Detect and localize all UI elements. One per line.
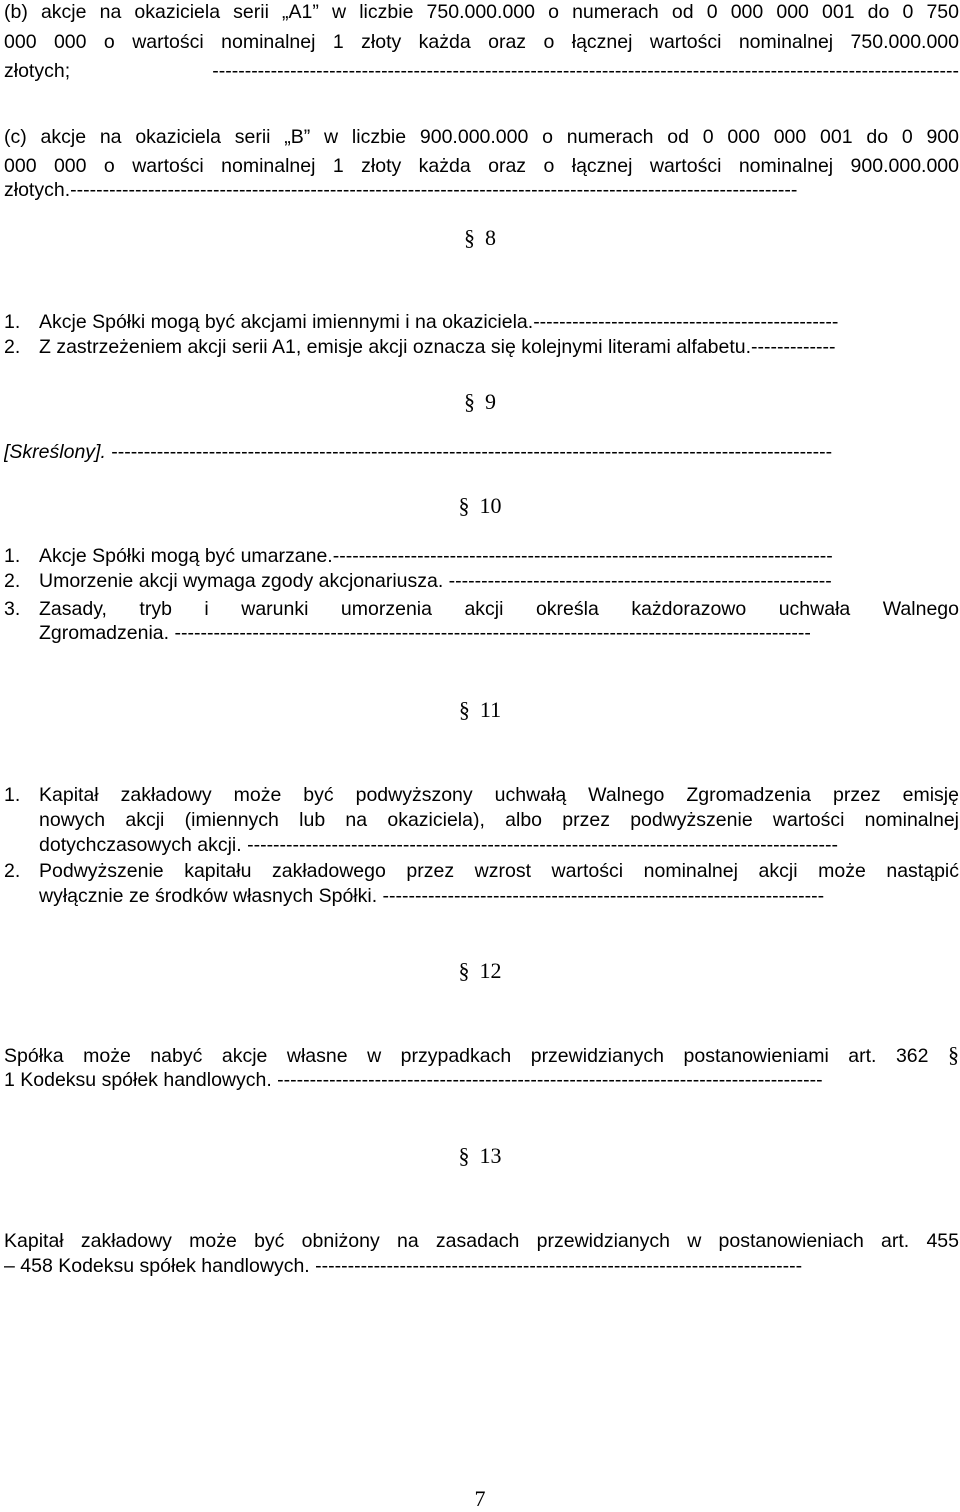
s8-paragraph-1 [4, 310, 959, 334]
section-number: 9 [485, 389, 496, 414]
section-number: 11 [479, 697, 502, 722]
paragraph-number: 2. [4, 860, 21, 882]
s12-line-2: 1 Kodeksu spółek handlowych. ------------------------------------------------------------------------------------ [4, 1069, 823, 1091]
paragraph-number: 3. [4, 598, 21, 620]
s13-line-2: – 458 Kodeksu spółek handlowych. --------------------------------------------------------------------------- [4, 1255, 803, 1277]
s13-line-1: Kapitał zakładowy może być obniżony na zasadach przewidzianych w postanowieniach art. 455 [4, 1230, 959, 1252]
section-heading-10 [0, 493, 960, 519]
section-number: 10 [479, 493, 502, 518]
paragraph-number: 1. [4, 784, 21, 806]
section-heading-13 [0, 1143, 960, 1169]
item-b-line-2: 000 000 o wartości nominalnej 1 złoty każda oraz o łącznej wartości nominalnej 750.000.000 [4, 31, 959, 53]
item-c-line-2: 000 000 o wartości nominalnej 1 złoty każda oraz o łącznej wartości nominalnej 900.000.000 [4, 155, 959, 177]
s10-paragraph-1 [4, 544, 959, 568]
paragraph-number: 2. [4, 336, 21, 358]
item-c-line-3: złotych.---------------------------------------------------------------------------------------------------------------- [4, 179, 798, 201]
s12-line-1 [4, 1043, 959, 1068]
s11-paragraph-1-line-2: nowych akcji (imiennych lub na okaziciela), albo przez podwyższenie wartości nominalnej [39, 809, 959, 831]
s10-paragraph-3-line-2: Zgromadzenia. -------------------------------------------------------------------------------------------------- [39, 622, 811, 644]
paragraph-text: Umorzenie akcji wymaga zgody akcjonariusza. ----------------------------------------------------------- [39, 570, 832, 592]
s8-paragraph-2 [4, 335, 959, 359]
section-heading-8 [0, 225, 960, 251]
section-symbol: § [464, 389, 475, 414]
paragraph-text: Akcje Spółki mogą być umarzane.----------------------------------------------------------------------------- [39, 545, 833, 567]
section-number: 8 [485, 225, 496, 250]
item-c-line-1: (c) akcje na okaziciela serii „B” w liczbie 900.000.000 o numerach od 0 000 000 001 do 0 900 [4, 126, 959, 148]
paragraph-number: 1. [4, 545, 21, 567]
paragraph-number: 2. [4, 570, 21, 592]
item-b-line-1: (b) akcje na okaziciela serii „A1” w liczbie 750.000.000 o numerach od 0 000 000 001 do 0 750 [4, 1, 959, 23]
section-symbol-inline: § [948, 1043, 959, 1067]
section-symbol: § [458, 493, 470, 518]
paragraph-text: Z zastrzeżeniem akcji serii A1, emisje akcji oznacza się kolejnymi literami alfabetu.------------- [39, 336, 836, 358]
struck-label: [Skreślony]. [4, 441, 106, 463]
item-b-line-3: złotych; ------------------------------------------------------------------------------------------------------------------- [4, 60, 959, 82]
dash-fill: --------------------------------------------------------------------------------------------------------------- [105, 441, 833, 463]
section-heading-12 [0, 958, 960, 984]
section-symbol: § [458, 958, 470, 983]
section-symbol: § [458, 1143, 470, 1168]
section-heading-11 [0, 697, 960, 723]
section-number: 13 [479, 1143, 502, 1168]
s10-paragraph-2 [4, 569, 959, 593]
s10-paragraph-3-line-1: Zasady, tryb i warunki umorzenia akcji określa każdorazowo uchwała Walnego [39, 598, 959, 620]
s11-paragraph-2-line-2: wyłącznie ze środków własnych Spółki. -------------------------------------------------------------------- [39, 885, 825, 907]
paragraph-text: Spółka może nabyć akcje własne w przypadkach przewidzianych postanowieniami art. 362 [4, 1045, 929, 1067]
paragraph-number: 1. [4, 311, 21, 333]
section-number: 12 [479, 958, 502, 983]
section-symbol: § [458, 697, 470, 722]
section-heading-9 [0, 389, 960, 415]
s9-paragraph [4, 440, 959, 464]
s11-paragraph-2-line-1: Podwyższenie kapitału zakładowego przez wzrost wartości nominalnej akcji może nastąpić [39, 860, 959, 882]
page-number: 7 [474, 1486, 486, 1511]
s11-paragraph-1-line-1: Kapitał zakładowy może być podwyższony uchwałą Walnego Zgromadzenia przez emisję [39, 784, 959, 806]
paragraph-text: Akcje Spółki mogą być akcjami imiennymi i na okaziciela.----------------------------------------------- [39, 311, 839, 333]
s11-paragraph-1-line-3: dotychczasowych akcji. ------------------------------------------------------------------------------------------- [39, 834, 839, 856]
section-symbol: § [464, 225, 475, 250]
